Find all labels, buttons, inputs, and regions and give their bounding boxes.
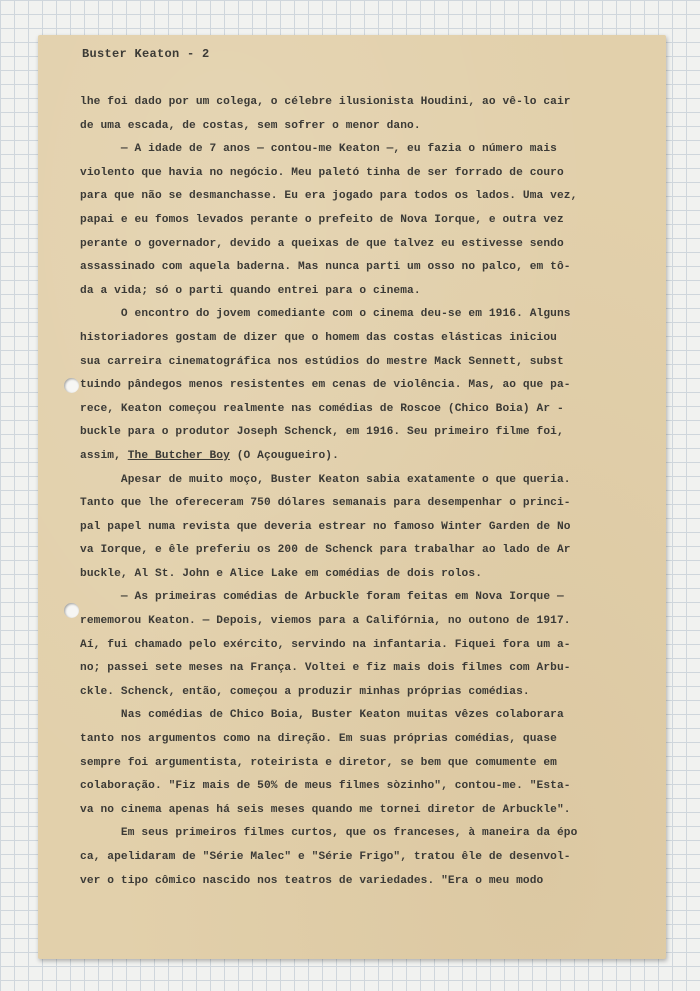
text-line: Em seus primeiros filmes curtos, que os franceses, à maneira da épo bbox=[80, 827, 578, 840]
punch-hole bbox=[64, 378, 79, 393]
text-line: violento que havia no negócio. Meu paletó tinha de ser forrado de couro bbox=[80, 166, 564, 179]
text-line: da a vida; só o parti quando entrei para o cinema. bbox=[80, 284, 421, 297]
text-line: papai e eu fomos levados perante o prefeito de Nova Iorque, e outra vez bbox=[80, 213, 564, 226]
text-line: buckle, Al St. John e Alice Lake em comédias de dois rolos. bbox=[80, 567, 483, 580]
page-header: Buster Keaton - 2 bbox=[82, 47, 210, 61]
text-line: ckle. Schenck, então, começou a produzir minhas próprias comédias. bbox=[80, 685, 530, 698]
text-line: lhe foi dado por um colega, o célebre ilusionista Houdini, ao vê-lo cair bbox=[80, 96, 571, 108]
text-line: tuindo pândegos menos resistentes em cenas de violência. Mas, ao que pa- bbox=[80, 379, 571, 392]
text-line: para que não se desmanchasse. Eu era jogado para todos os lados. Uma vez, bbox=[80, 190, 578, 203]
text-line: — As primeiras comédias de Arbuckle foram feitas em Nova Iorque — bbox=[80, 591, 564, 604]
text-line: va Iorque, e êle preferiu os 200 de Schenck para trabalhar ao lado de Ar bbox=[80, 544, 571, 557]
typewritten-page bbox=[38, 35, 666, 959]
text-line: ca, apelidaram de "Série Malec" e "Série Frigo", tratou êle de desenvol- bbox=[80, 851, 571, 863]
film-line-suffix: (O Açougueiro). bbox=[229, 449, 339, 462]
text-line: no; passei sete meses na França. Voltei e fiz mais dois filmes com Arbu- bbox=[80, 662, 571, 675]
text-line: Tanto que lhe ofereceram 750 dólares semanais para desempenhar o princi- bbox=[80, 497, 571, 510]
film-title-line bbox=[80, 445, 648, 469]
text-line: sempre foi argumentista, roteirista e diretor, se bem que comumente em bbox=[80, 756, 557, 769]
text-line: sua carreira cinematográfica nos estúdios do mestre Mack Sennett, subst bbox=[80, 355, 564, 368]
text-line: buckle para o produtor Joseph Schenck, em 1916. Seu primeiro filme foi, bbox=[80, 426, 564, 439]
punch-hole bbox=[64, 603, 79, 618]
text-line: — A idade de 7 anos — contou-me Keaton —, eu fazia o número mais bbox=[80, 143, 557, 156]
text-line: Aí, fui chamado pelo exército, servindo na infantaria. Fiquei fora um a- bbox=[80, 638, 571, 651]
film-line-prefix: assim, bbox=[80, 449, 128, 462]
text-line: colaboração. "Fiz mais de 50% de meus filmes sòzinho", contou-me. "Esta- bbox=[80, 780, 571, 793]
text-line: Apesar de muito moço, Buster Keaton sabia exatamente o que queria. bbox=[80, 473, 571, 486]
text-line: assassinado com aquela baderna. Mas nunca parti um osso no palco, em tô- bbox=[80, 261, 571, 274]
text-line: va no cinema apenas há seis meses quando me tornei diretor de Arbuckle". bbox=[80, 803, 571, 816]
text-line: rememorou Keaton. — Depois, viemos para a Califórnia, no outono de 1917. bbox=[80, 615, 571, 628]
text-line: Nas comédias de Chico Boia, Buster Keaton muitas vêzes colaborara bbox=[80, 709, 564, 722]
body-text bbox=[80, 91, 648, 893]
text-line: ver o tipo cômico nascido nos teatros de variedades. "Era o meu modo bbox=[80, 874, 544, 887]
text-line: O encontro do jovem comediante com o cinema deu-se em 1916. Alguns bbox=[80, 308, 571, 321]
text-line: perante o governador, devido a queixas de que talvez eu estivesse sendo bbox=[80, 237, 564, 250]
text-line: pal papel numa revista que deveria estrear no famoso Winter Garden de No bbox=[80, 520, 571, 533]
text-line: historiadores gostam de dizer que o homem das costas elásticas iniciou bbox=[80, 331, 557, 344]
text-line: rece, Keaton começou realmente nas comédias de Roscoe (Chico Boia) Ar - bbox=[80, 402, 564, 415]
text-line: tanto nos argumentos como na direção. Em suas próprias comédias, quase bbox=[80, 733, 557, 746]
text-line: de uma escada, de costas, sem sofrer o menor dano. bbox=[80, 119, 421, 132]
film-title: The Butcher Boy bbox=[127, 449, 230, 462]
